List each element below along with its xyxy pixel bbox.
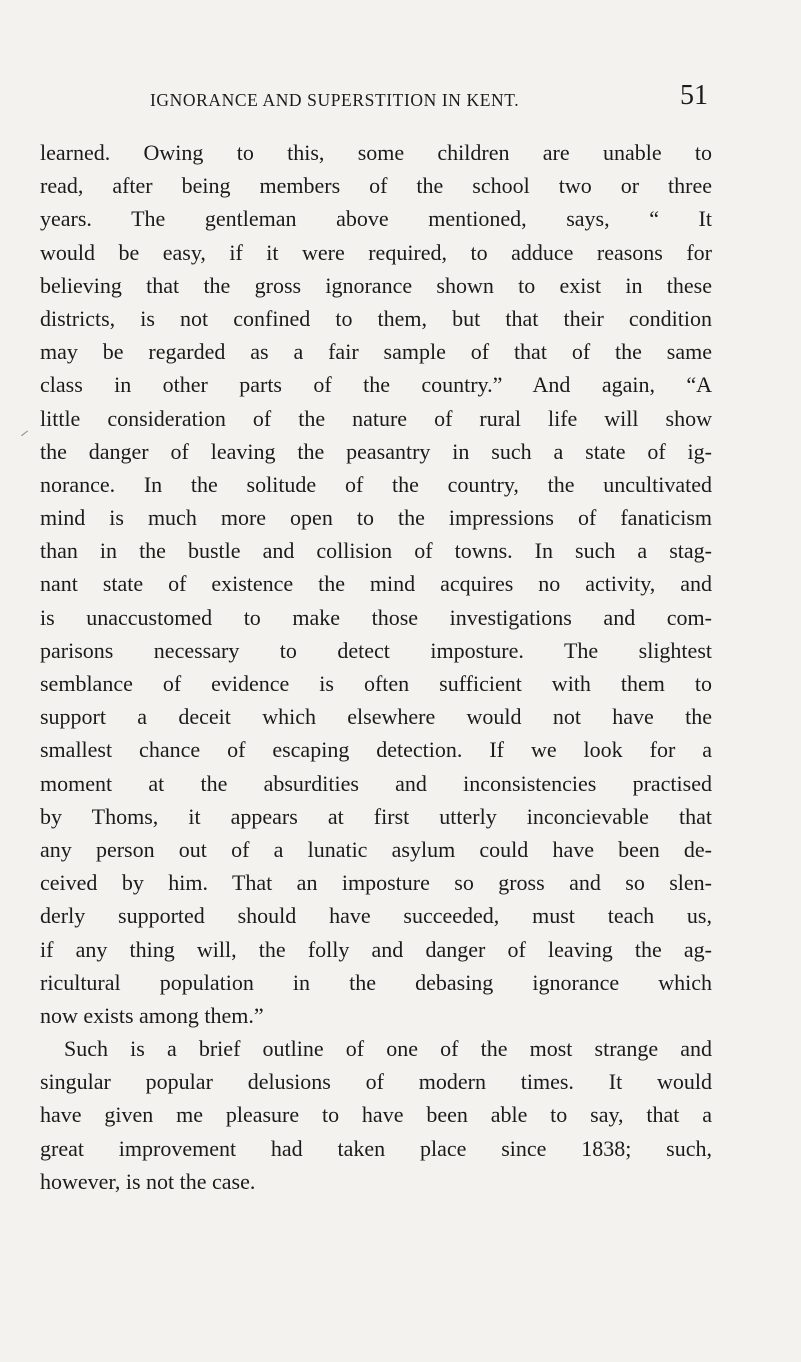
paragraph-start-line: Such is a brief outline of one of the most strange and [64,1036,712,1062]
text-line: smallest chance of escaping detection. If we look for a [40,737,712,763]
text-line: would be easy, if it were required, to adduce reasons for [40,239,712,265]
text-line: if any thing will, the folly and danger of leaving the ag- [40,936,712,962]
text-line: is unaccustomed to make those investigations and com- [40,604,712,630]
text-line: ricultural population in the debasing ignorance which [40,969,712,995]
text-line: support a deceit which elsewhere would not have the [40,704,712,730]
text-line: mind is much more open to the impressions of fanaticism [40,505,712,531]
text-line: semblance of evidence is often sufficient with them to [40,671,712,696]
paragraph-end-line: now exists among them.” [40,1002,264,1028]
text-line: nant state of existence the mind acquires no activity, and [40,571,712,597]
text-line: parisons necessary to detect imposture. The slightest [40,637,712,663]
text-line: derly supported should have succeeded, must teach us, [40,903,712,929]
text-line: singular popular delusions of modern times. It would [40,1069,712,1095]
text-line: the danger of leaving the peasantry in such a state of ig- [40,438,712,464]
text-line: norance. In the solitude of the country, the uncultivated [40,471,712,497]
text-line: any person out of a lunatic asylum could have been de- [40,836,712,862]
body-text [40,136,712,1198]
text-line: moment at the absurdities and inconsistencies practised [40,770,712,796]
text-line: than in the bustle and collision of towns. In such a stag- [40,538,712,564]
text-line: years. The gentleman above mentioned, says, “ It [40,206,712,232]
text-line: read, after being members of the school two or three [40,173,712,199]
margin-mark [21,430,33,442]
text-line: may be regarded as a fair sample of that of the same [40,339,712,365]
page-number: 51 [680,80,708,111]
running-title: IGNORANCE AND SUPERSTITION IN KENT. [150,90,520,110]
text-line: by Thoms, it appears at first utterly inconcievable that [40,803,712,829]
text-line: ceived by him. That an imposture so gross and so slen- [40,870,712,896]
text-line: great improvement had taken place since 1838; such, [40,1135,712,1161]
text-line: learned. Owing to this, some children are unable to [40,140,712,165]
paragraph-end-line: however, is not the case. [40,1168,256,1194]
text-line: districts, is not confined to them, but that their condition [40,305,712,331]
text-line: little consideration of the nature of rural life will show [40,405,712,431]
text-line: believing that the gross ignorance shown to exist in these [40,272,712,298]
running-head [150,82,710,114]
text-line: have given me pleasure to have been able to say, that a [40,1102,712,1128]
text-line: class in other parts of the country.” And again, “A [40,372,712,398]
